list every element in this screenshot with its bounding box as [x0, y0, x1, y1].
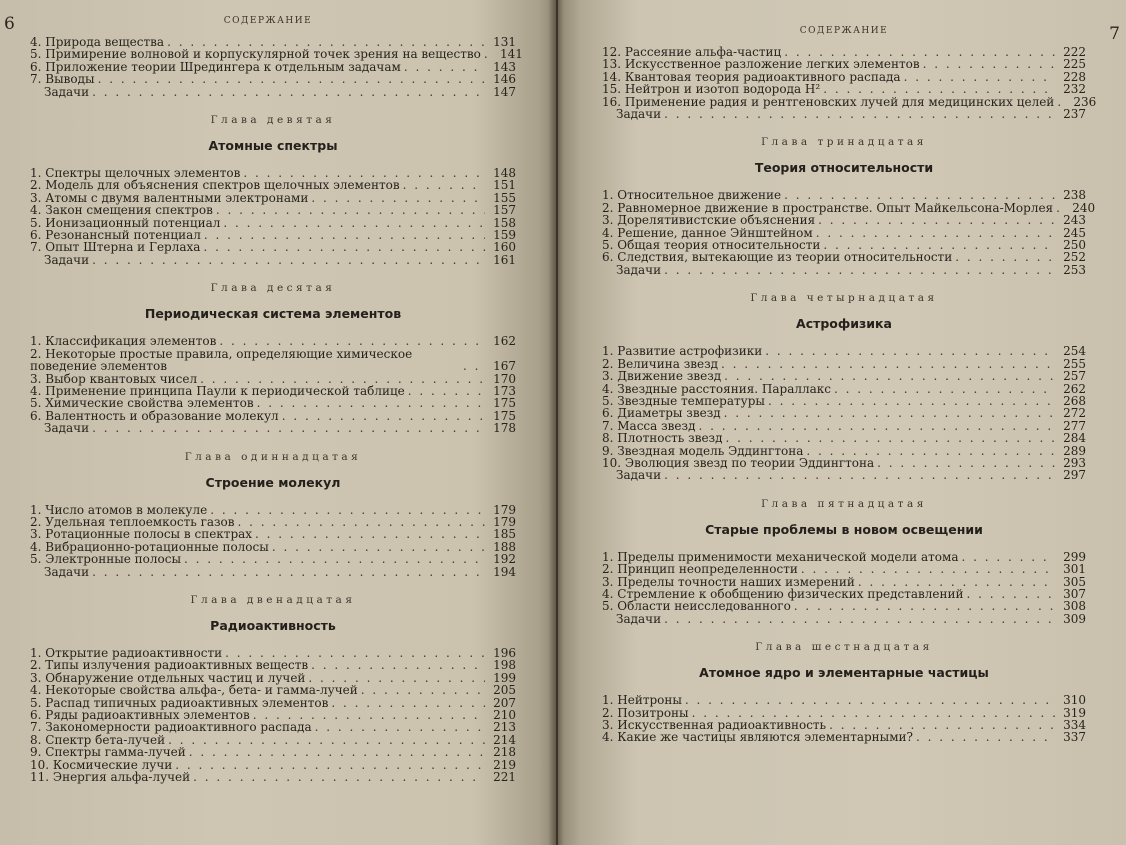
- running-head: СОДЕРЖАНИЕ: [223, 16, 313, 26]
- entry-title: 4. Какие же частицы являются элементарными?: [602, 730, 913, 745]
- entry-title: 2. Удельная теплоемкость газов: [30, 514, 235, 529]
- dot-leader: [664, 264, 1055, 276]
- dot-leader: [967, 588, 1056, 600]
- entry-page: 255: [1063, 356, 1086, 371]
- dot-leader: [216, 204, 485, 216]
- entry-title: 2. Величина звезд: [602, 356, 719, 371]
- entry-title: 1. Развитие астрофизики: [602, 344, 763, 359]
- chapter-label: Глава одиннадцатая: [184, 450, 362, 463]
- entry-title: 1. Спектры щелочных элементов: [30, 166, 241, 181]
- dot-leader: [361, 684, 485, 696]
- entry-title: 12. Рассеяние альфа-частиц: [602, 45, 782, 59]
- entry-page: 167: [493, 359, 516, 374]
- entry-title: 6. Приложение теории Шредингера к отдельным задачам: [30, 59, 401, 74]
- entry-title: Задачи: [616, 468, 662, 483]
- entry-page: 240: [1072, 200, 1096, 215]
- entry-page: 293: [1063, 455, 1086, 470]
- entry-title: Задачи: [616, 611, 662, 626]
- dot-leader: [818, 214, 1055, 226]
- entry-title: 3. Движение звезд: [602, 369, 722, 384]
- dot-leader: [204, 229, 485, 241]
- entry-title: 3. Пределы точности наших измерений: [602, 574, 855, 589]
- right-page: [558, 0, 1126, 845]
- dot-leader: [664, 469, 1055, 481]
- chapter-title: Строение молекул: [205, 474, 341, 490]
- entry-page: 160: [493, 240, 516, 255]
- entry-page: 198: [493, 658, 516, 673]
- dot-leader: [210, 504, 485, 516]
- entry-title: 10. Космические лучи: [30, 757, 173, 772]
- entry-page: 309: [1063, 611, 1086, 626]
- toc-entry: [30, 86, 516, 98]
- entry-page: 161: [493, 252, 516, 267]
- entry-title: 5. Общая теория относительности: [602, 238, 821, 253]
- dot-leader: [816, 227, 1055, 239]
- entry-title: 4. Стремление к обобщению физических представлений: [602, 586, 964, 601]
- dot-leader: [331, 697, 485, 709]
- chapter-title: Атомное ядро и элементарные частицы: [699, 665, 989, 681]
- entry-page: 334: [1063, 718, 1086, 732]
- entry-page: 268: [1063, 393, 1086, 408]
- entry-page: 175: [493, 396, 516, 411]
- entry-page: 179: [493, 502, 516, 517]
- entry-title: 3. Ротационные полосы в спектрах: [30, 527, 253, 542]
- entry-page: 196: [493, 645, 516, 660]
- entry-page: 236: [1073, 94, 1097, 109]
- entry-page: 254: [1063, 344, 1086, 359]
- entry-title: 5. Ионизационный потенциал: [30, 215, 221, 230]
- toc-entry: [30, 204, 516, 216]
- toc-entry: [602, 694, 1086, 706]
- entry-page: 155: [493, 190, 516, 205]
- toc-entry: [30, 410, 516, 422]
- dot-leader: [904, 71, 1055, 83]
- entry-list: [30, 167, 516, 266]
- entry-title: 3. Обнаружение отдельных частиц и лучей: [30, 670, 306, 685]
- entry-title: Задачи: [616, 107, 662, 122]
- toc-entry: [602, 214, 1086, 226]
- dot-leader: [404, 61, 485, 73]
- chapter-title: Старые проблемы в новом освещении: [705, 521, 983, 537]
- entry-title: 5. Примирение волновой и корпускулярной точек зрения на вещество: [30, 47, 481, 62]
- entry-title: 1. Относительное движение: [602, 188, 782, 203]
- left-page: [0, 0, 556, 845]
- entry-title: 2. Некоторые простые правила, определяющие химическое поведение элементов: [30, 346, 413, 374]
- toc-entry: [602, 563, 1086, 575]
- dot-leader: [664, 108, 1055, 120]
- page-number: 6: [4, 14, 15, 34]
- entry-page: 218: [493, 745, 516, 760]
- dot-leader: [725, 432, 1055, 444]
- toc-entry: [602, 600, 1086, 612]
- entry-page: 157: [493, 203, 516, 218]
- entry-title: 13. Искусственное разложение легких элементов: [602, 57, 920, 72]
- entry-page: 232: [1063, 82, 1086, 97]
- dot-leader: [272, 541, 485, 553]
- entry-page: 179: [493, 514, 516, 529]
- entry-title: 7. Масса звезд: [602, 418, 696, 433]
- entry-page: 199: [493, 670, 516, 685]
- entry-title: 6. Диаметры звезд: [602, 406, 721, 421]
- toc-entry: [30, 721, 516, 733]
- entry-title: 15. Нейтрон и изотоп водорода H²: [602, 82, 821, 97]
- entry-page: 307: [1063, 586, 1086, 601]
- entry-page: 207: [493, 695, 516, 710]
- entry-title: 2. Типы излучения радиоактивных веществ: [30, 658, 309, 673]
- entry-title: 5. Электронные полосы: [30, 552, 182, 567]
- entry-title: 1. Открытие радиоактивности: [30, 645, 223, 660]
- toc-entry: [30, 553, 516, 565]
- entry-title: 6. Ряды радиоактивных элементов: [30, 708, 250, 722]
- entry-title: 7. Закономерности радиоактивного распада: [30, 720, 312, 735]
- entry-title: 4. Закон смещения спектров: [30, 203, 213, 218]
- entry-page: 252: [1063, 250, 1086, 265]
- dot-leader: [784, 189, 1055, 201]
- entry-title: 4. Некоторые свойства альфа-, бета- и гамма-лучей: [30, 683, 358, 698]
- entry-title: 2. Позитроны: [602, 705, 689, 720]
- entry-page: 143: [493, 59, 516, 74]
- entry-title: 1. Число атомов в молекуле: [30, 502, 208, 517]
- toc-entry: [602, 189, 1086, 201]
- entry-title: 10. Эволюция звезд по теории Эддингтона: [602, 455, 875, 470]
- entry-list: [602, 551, 1086, 625]
- entry-page: 151: [493, 178, 516, 193]
- entry-title: Задачи: [44, 84, 90, 99]
- dot-leader: [463, 360, 485, 372]
- dot-leader: [282, 410, 485, 422]
- entry-title: 4. Вибрационно-ротационные полосы: [30, 539, 269, 554]
- dot-leader: [92, 86, 485, 98]
- entry-title: 2. Равномерное движение в пространстве. Опыт Майкельсона-Морлея: [602, 200, 1054, 215]
- dot-leader: [664, 613, 1055, 625]
- entry-page: 299: [1063, 549, 1086, 564]
- dot-leader: [823, 83, 1055, 95]
- dot-leader: [698, 420, 1055, 432]
- entry-title: 4. Природа вещества: [30, 35, 165, 49]
- entry-title: 1. Пределы применимости механической модели атома: [602, 549, 959, 564]
- entry-page: 214: [493, 732, 516, 747]
- entry-page: 243: [1063, 213, 1086, 228]
- entry-title: 4. Решение, данное Эйнштейном: [602, 225, 813, 240]
- entry-title: Задачи: [616, 262, 662, 277]
- dot-leader: [175, 759, 485, 771]
- chapter-label: Глава тринадцатая: [761, 136, 927, 149]
- entry-page: 159: [493, 228, 516, 243]
- dot-leader: [92, 254, 485, 266]
- running-head: СОДЕРЖАНИЕ: [799, 26, 889, 36]
- entry-page: 162: [493, 334, 516, 349]
- entry-page: 170: [493, 371, 516, 386]
- entry-page: 148: [493, 166, 516, 181]
- toc-entry: [602, 469, 1086, 481]
- entry-page: 147: [493, 84, 516, 99]
- entry-page: 272: [1063, 406, 1086, 421]
- dot-leader: [189, 746, 485, 758]
- entry-page: 262: [1063, 381, 1086, 396]
- entry-page: 297: [1063, 468, 1086, 483]
- entry-page: 178: [493, 421, 516, 436]
- toc-entry: [30, 335, 516, 347]
- toc-entry: [602, 613, 1086, 625]
- entry-page: 245: [1063, 225, 1086, 240]
- entry-list: [30, 647, 516, 783]
- entry-title: 16. Применение радия и рентгеновских лучей для медицинских целей: [602, 94, 1055, 109]
- toc-entry: [30, 73, 516, 85]
- entry-page: 158: [493, 215, 516, 230]
- toc-entry: [30, 771, 516, 783]
- dot-leader: [311, 659, 485, 671]
- entry-page: 301: [1063, 562, 1086, 577]
- entry-page: 185: [493, 527, 516, 542]
- toc-entry: [602, 108, 1086, 120]
- entry-page: 210: [493, 708, 516, 722]
- dot-leader: [834, 383, 1055, 395]
- toc-entry: [602, 457, 1086, 469]
- dot-leader: [315, 721, 485, 733]
- entry-list: [30, 504, 516, 578]
- dot-leader: [877, 457, 1055, 469]
- entry-page: 253: [1063, 262, 1086, 277]
- entry-title: 9. Спектры гамма-лучей: [30, 745, 186, 760]
- toc-entry: [30, 61, 516, 73]
- dot-leader: [92, 422, 485, 434]
- entry-title: 6. Следствия, вытекающие из теории относительности: [602, 250, 953, 265]
- entry-title: 8. Спектр бета-лучей: [30, 732, 166, 747]
- entry-page: 205: [493, 683, 516, 698]
- dot-leader: [193, 771, 485, 783]
- entry-title: 11. Энергия альфа-лучей: [30, 770, 191, 785]
- toc-entry: [602, 407, 1086, 419]
- dot-leader: [955, 251, 1055, 263]
- entry-page: 146: [493, 72, 516, 87]
- toc-entry: [30, 528, 516, 540]
- toc-entry: [30, 47, 523, 62]
- entry-list: [602, 694, 1086, 744]
- entry-page: 277: [1063, 418, 1086, 433]
- chapter-title: Атомные спектры: [208, 138, 338, 154]
- entry-page: 219: [493, 757, 516, 772]
- dot-leader: [219, 335, 485, 347]
- toc-entry: [602, 251, 1086, 263]
- entry-page: 257: [1063, 369, 1086, 384]
- entry-list: [602, 345, 1086, 481]
- toc-entry: [602, 58, 1086, 70]
- entry-page: 194: [493, 564, 516, 579]
- entry-list: [30, 335, 516, 434]
- entry-title: 4. Звездные расстояния. Параллакс: [602, 381, 831, 396]
- entry-title: 3. Дорелятивистские объяснения: [602, 213, 816, 228]
- dot-leader: [408, 385, 485, 397]
- entry-title: 1. Нейтроны: [602, 693, 682, 708]
- entry-title: 7. Опыт Штерна и Герлаха: [30, 240, 201, 255]
- entry-title: 2. Модель для объяснения спектров щелочных элементов: [30, 178, 400, 193]
- dot-leader: [721, 358, 1055, 370]
- toc-entry: [30, 659, 516, 671]
- entry-title: 14. Квантовая теория радиоактивного распада: [602, 69, 901, 84]
- dot-leader: [923, 58, 1055, 70]
- entry-page: 175: [493, 408, 516, 423]
- entry-page: 221: [493, 770, 516, 785]
- entry-page: 337: [1063, 730, 1086, 745]
- entry-list: [30, 35, 523, 99]
- dot-leader: [255, 528, 485, 540]
- entry-title: 5. Распад типичных радиоактивных элементов: [30, 695, 329, 710]
- chapter-title: Радиоактивность: [210, 617, 336, 633]
- chapter-label: Глава шестнадцатая: [755, 641, 933, 654]
- entry-page: 225: [1063, 57, 1086, 72]
- dot-leader: [311, 192, 485, 204]
- toc-body: [602, 45, 1097, 745]
- dot-leader: [92, 566, 485, 578]
- chapter-label: Глава двенадцатая: [190, 593, 356, 606]
- page-header: [4, 12, 516, 36]
- dot-leader: [765, 345, 1055, 357]
- chapter-label: Глава пятнадцатая: [761, 497, 927, 510]
- entry-title: 3. Выбор квантовых чисел: [30, 371, 198, 386]
- dot-leader: [184, 553, 485, 565]
- dot-leader: [724, 407, 1055, 419]
- entry-page: 192: [493, 552, 516, 567]
- dot-leader: [403, 179, 485, 191]
- entry-title: 5. Области неисследованного: [602, 599, 791, 614]
- dot-leader: [916, 731, 1055, 743]
- entry-title: Задачи: [44, 564, 90, 579]
- dot-leader: [961, 551, 1055, 563]
- toc-entry: [30, 254, 516, 266]
- dot-leader: [724, 370, 1055, 382]
- chapter-title: Теория относительности: [754, 160, 934, 176]
- dot-leader: [685, 694, 1055, 706]
- toc-entry: [30, 179, 516, 191]
- toc-entry: [30, 348, 516, 373]
- entry-page: 188: [493, 539, 516, 554]
- entry-page: 284: [1063, 431, 1086, 446]
- entry-page: 310: [1063, 693, 1086, 708]
- entry-page: 173: [493, 383, 516, 398]
- dot-leader: [257, 397, 485, 409]
- dot-leader: [768, 395, 1055, 407]
- entry-title: 1. Классификация элементов: [30, 334, 217, 349]
- entry-list: [602, 45, 1097, 122]
- entry-list: [602, 188, 1096, 277]
- toc-entry: [30, 397, 516, 409]
- toc-entry: [602, 264, 1086, 276]
- dot-leader: [98, 73, 485, 85]
- dot-leader: [794, 600, 1055, 612]
- dot-leader: [203, 241, 485, 253]
- toc-entry: [30, 422, 516, 434]
- entry-page: 250: [1063, 238, 1086, 253]
- entry-page: 319: [1063, 705, 1086, 720]
- entry-title: 9. Звездная модель Эддингтона: [602, 443, 804, 458]
- toc-entry: [602, 731, 1086, 743]
- chapter-title: Периодическая система элементов: [144, 306, 402, 322]
- entry-title: 2. Принцип неопределенности: [602, 562, 798, 577]
- page-header: [602, 22, 1120, 46]
- toc-entry: [30, 241, 516, 253]
- chapter-label: Глава четырнадцатая: [750, 292, 938, 305]
- entry-title: 3. Атомы с двумя валентными электронами: [30, 190, 309, 205]
- entry-page: 308: [1063, 599, 1086, 614]
- entry-page: 237: [1063, 107, 1086, 122]
- entry-page: 213: [493, 720, 516, 735]
- entry-title: 6. Резонансный потенциал: [30, 228, 201, 243]
- entry-title: 4. Применение принципа Паули к периодической таблице: [30, 383, 405, 398]
- chapter-label: Глава девятая: [210, 114, 336, 127]
- entry-page: 131: [493, 35, 516, 49]
- chapter-label: Глава десятая: [210, 282, 336, 295]
- entry-page: 222: [1063, 45, 1086, 59]
- entry-title: 6. Валентность и образование молекул: [30, 408, 279, 423]
- toc-entry: [602, 345, 1086, 357]
- toc-entry: [602, 370, 1086, 382]
- entry-title: 7. Выводы: [30, 72, 95, 87]
- dot-leader: [484, 48, 492, 60]
- page-number: 7: [1109, 24, 1120, 44]
- toc-entry: [30, 684, 516, 696]
- toc-body: [30, 35, 523, 785]
- toc-entry: [602, 94, 1097, 109]
- toc-entry: [602, 432, 1086, 444]
- book-gutter: [548, 0, 564, 845]
- entry-title: 5. Звездные температуры: [602, 393, 765, 408]
- entry-page: 289: [1063, 443, 1086, 458]
- entry-page: 141: [499, 47, 523, 62]
- dot-leader: [223, 217, 485, 229]
- entry-title: Задачи: [44, 421, 90, 436]
- entry-title: 5. Химические свойства элементов: [30, 396, 254, 411]
- toc-entry: [30, 566, 516, 578]
- dot-leader: [238, 516, 485, 528]
- entry-page: 228: [1063, 69, 1086, 84]
- entry-page: 305: [1063, 574, 1086, 589]
- entry-title: 3. Искусственная радиоактивность: [602, 718, 827, 732]
- entry-title: 8. Плотность звезд: [602, 431, 723, 446]
- toc-entry: [30, 746, 516, 758]
- dot-leader: [168, 734, 485, 746]
- dot-leader: [801, 563, 1055, 575]
- entry-title: Задачи: [44, 252, 90, 267]
- chapter-title: Астрофизика: [796, 316, 892, 332]
- toc-entry: [602, 83, 1086, 95]
- entry-page: 238: [1063, 188, 1086, 203]
